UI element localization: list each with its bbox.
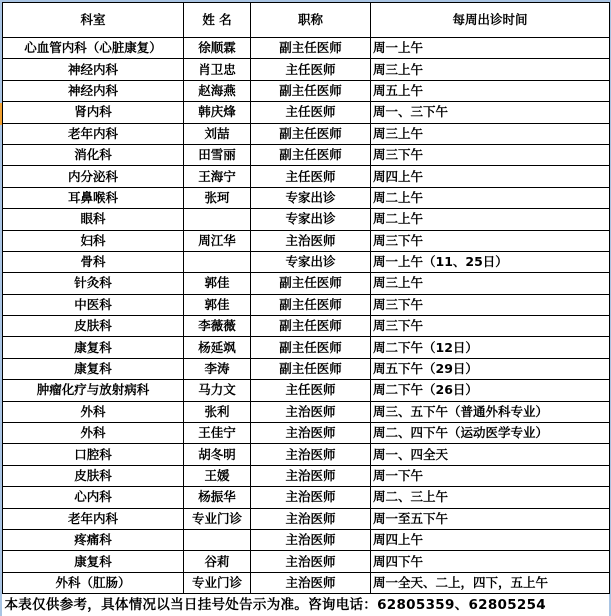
cell-department[interactable]: 心血管内科（心脏康复） <box>3 38 184 59</box>
cell-department[interactable]: 皮肤科 <box>3 316 184 337</box>
cell-doctor-name[interactable]: 马力文 <box>184 380 251 401</box>
cell-schedule[interactable]: 周五下午（29日） <box>371 358 610 379</box>
cell-department[interactable]: 妇科 <box>3 230 184 251</box>
table-row <box>3 508 610 529</box>
cell-doctor-name[interactable]: 王佳宁 <box>184 423 251 444</box>
table-row <box>3 209 610 230</box>
cell-schedule[interactable]: 周三上午 <box>371 273 610 294</box>
cell-title[interactable]: 主治医师 <box>251 444 371 465</box>
cell-department[interactable]: 骨科 <box>3 251 184 272</box>
header-schedule[interactable]: 每周出诊时间 <box>371 3 610 38</box>
cell-doctor-name[interactable]: 李薇薇 <box>184 316 251 337</box>
header-department[interactable]: 科室 <box>3 3 184 38</box>
cell-schedule[interactable]: 周三下午 <box>371 316 610 337</box>
cell-title[interactable]: 副主任医师 <box>251 358 371 379</box>
table-row <box>3 572 610 593</box>
cell-doctor-name[interactable]: 徐顺霖 <box>184 38 251 59</box>
cell-schedule[interactable]: 周五上午 <box>371 80 610 101</box>
table-row <box>3 380 610 401</box>
cell-schedule[interactable]: 周三下午 <box>371 230 610 251</box>
cell-doctor-name[interactable]: 专业门诊 <box>184 572 251 593</box>
cell-schedule[interactable]: 周四上午 <box>371 529 610 550</box>
cell-title[interactable]: 主治医师 <box>251 401 371 422</box>
cell-doctor-name[interactable]: 胡冬明 <box>184 444 251 465</box>
cell-department[interactable]: 心内科 <box>3 487 184 508</box>
cell-department[interactable]: 老年内科 <box>3 508 184 529</box>
table-row <box>3 294 610 315</box>
cell-schedule[interactable]: 周二、四下午（运动医学专业） <box>371 423 610 444</box>
cell-schedule[interactable]: 周四下午 <box>371 551 610 572</box>
cell-title[interactable]: 副主任医师 <box>251 273 371 294</box>
cell-department[interactable]: 针灸科 <box>3 273 184 294</box>
cell-title[interactable]: 副主任医师 <box>251 316 371 337</box>
cell-title[interactable]: 专家出诊 <box>251 187 371 208</box>
cell-doctor-name[interactable]: 郭佳 <box>184 294 251 315</box>
cell-department[interactable]: 外科 <box>3 401 184 422</box>
cell-title[interactable]: 主任医师 <box>251 380 371 401</box>
table-row <box>3 144 610 165</box>
cell-doctor-name[interactable]: 刘喆 <box>184 123 251 144</box>
cell-schedule[interactable]: 周一下午 <box>371 465 610 486</box>
cell-title[interactable]: 主任医师 <box>251 166 371 187</box>
cell-title[interactable]: 副主任医师 <box>251 337 371 358</box>
header-row <box>3 3 610 38</box>
cell-department[interactable]: 耳鼻喉科 <box>3 187 184 208</box>
cell-department[interactable]: 康复科 <box>3 358 184 379</box>
cell-title[interactable]: 专家出诊 <box>251 209 371 230</box>
cell-schedule[interactable]: 周三上午 <box>371 123 610 144</box>
cell-doctor-name[interactable]: 赵海燕 <box>184 80 251 101</box>
cell-title[interactable]: 副主任医师 <box>251 38 371 59</box>
cell-department[interactable]: 皮肤科 <box>3 465 184 486</box>
table-row <box>3 102 610 123</box>
cell-title[interactable]: 主治医师 <box>251 529 371 550</box>
cell-title[interactable]: 主治医师 <box>251 465 371 486</box>
cell-doctor-name[interactable] <box>184 251 251 272</box>
cell-schedule[interactable]: 周一、三下午 <box>371 102 610 123</box>
cell-doctor-name[interactable]: 田雪丽 <box>184 144 251 165</box>
cell-title[interactable]: 主任医师 <box>251 59 371 80</box>
cell-department[interactable]: 康复科 <box>3 337 184 358</box>
table-row <box>3 444 610 465</box>
cell-doctor-name[interactable]: 张珂 <box>184 187 251 208</box>
cell-schedule[interactable]: 周二下午（26日） <box>371 380 610 401</box>
cell-department[interactable]: 口腔科 <box>3 444 184 465</box>
table-row <box>3 423 610 444</box>
cell-title[interactable]: 主治医师 <box>251 508 371 529</box>
table-row <box>3 273 610 294</box>
table-row <box>3 38 610 59</box>
header-title[interactable]: 职称 <box>251 3 371 38</box>
cell-schedule[interactable]: 周一全天、二上，四下，五上午 <box>371 572 610 593</box>
cell-title[interactable]: 副主任医师 <box>251 144 371 165</box>
cell-department[interactable]: 眼科 <box>3 209 184 230</box>
cell-department[interactable]: 内分泌科 <box>3 166 184 187</box>
cell-doctor-name[interactable]: 杨延飒 <box>184 337 251 358</box>
cell-schedule[interactable]: 周三下午 <box>371 144 610 165</box>
cell-schedule[interactable]: 周三、五下午（普通外科专业） <box>371 401 610 422</box>
table-row <box>3 187 610 208</box>
table-row <box>3 316 610 337</box>
cell-doctor-name[interactable]: 韩庆烽 <box>184 102 251 123</box>
cell-schedule[interactable]: 周二上午 <box>371 187 610 208</box>
cell-doctor-name[interactable] <box>184 529 251 550</box>
cell-doctor-name[interactable]: 郭佳 <box>184 273 251 294</box>
cell-doctor-name[interactable]: 王媛 <box>184 465 251 486</box>
table-row <box>3 358 610 379</box>
cell-schedule[interactable]: 周二下午（12日） <box>371 337 610 358</box>
cell-title[interactable]: 副主任医师 <box>251 80 371 101</box>
cell-title[interactable]: 副主任医师 <box>251 294 371 315</box>
cell-title[interactable]: 主治医师 <box>251 551 371 572</box>
cell-doctor-name[interactable]: 肖卫忠 <box>184 59 251 80</box>
cell-department[interactable]: 外科（肛肠） <box>3 572 184 593</box>
table-row <box>3 529 610 550</box>
cell-schedule[interactable]: 周一至五下午 <box>371 508 610 529</box>
table-row <box>3 230 610 251</box>
cell-title[interactable]: 主任医师 <box>251 102 371 123</box>
cell-title[interactable]: 专家出诊 <box>251 251 371 272</box>
cell-title[interactable]: 副主任医师 <box>251 123 371 144</box>
table-row <box>3 251 610 272</box>
cell-department[interactable]: 康复科 <box>3 551 184 572</box>
cell-schedule[interactable]: 周四上午 <box>371 166 610 187</box>
cell-department[interactable]: 疼痛科 <box>3 529 184 550</box>
header-name[interactable]: 姓 名 <box>184 3 251 38</box>
cell-doctor-name[interactable]: 张利 <box>184 401 251 422</box>
clinic-schedule-table <box>2 2 610 615</box>
cell-doctor-name[interactable]: 杨振华 <box>184 487 251 508</box>
cell-doctor-name[interactable]: 谷莉 <box>184 551 251 572</box>
table-row <box>3 80 610 101</box>
cell-schedule[interactable]: 周一上午（11、25日） <box>371 251 610 272</box>
table-row <box>3 123 610 144</box>
cell-department[interactable]: 神经内科 <box>3 80 184 101</box>
cell-schedule[interactable]: 周二上午 <box>371 209 610 230</box>
footer-note[interactable]: 本表仅供参考，具体情况以当日挂号处告示为准。咨询电话：62805359、62805254 <box>3 594 610 616</box>
cell-doctor-name[interactable]: 周江华 <box>184 230 251 251</box>
cell-department[interactable]: 中医科 <box>3 294 184 315</box>
table-row <box>3 551 610 572</box>
cell-title[interactable]: 主治医师 <box>251 423 371 444</box>
cell-title[interactable]: 主治医师 <box>251 487 371 508</box>
cell-department[interactable]: 神经内科 <box>3 59 184 80</box>
cell-department[interactable]: 老年内科 <box>3 123 184 144</box>
cell-schedule[interactable]: 周一上午 <box>371 38 610 59</box>
cell-department[interactable]: 肿瘤化疗与放射病科 <box>3 380 184 401</box>
cell-department[interactable]: 消化科 <box>3 144 184 165</box>
cell-schedule[interactable]: 周二、三上午 <box>371 487 610 508</box>
table-row <box>3 59 610 80</box>
cell-schedule[interactable]: 周三上午 <box>371 59 610 80</box>
cell-doctor-name[interactable]: 专业门诊 <box>184 508 251 529</box>
cell-doctor-name[interactable] <box>184 209 251 230</box>
table-row <box>3 166 610 187</box>
table-row <box>3 465 610 486</box>
cell-doctor-name[interactable]: 王海宁 <box>184 166 251 187</box>
cell-department[interactable]: 外科 <box>3 423 184 444</box>
cell-title[interactable]: 主治医师 <box>251 572 371 593</box>
table-row <box>3 337 610 358</box>
cell-title[interactable]: 主治医师 <box>251 230 371 251</box>
table-row <box>3 401 610 422</box>
cell-doctor-name[interactable]: 李涛 <box>184 358 251 379</box>
cell-schedule[interactable]: 周三下午 <box>371 294 610 315</box>
cell-schedule[interactable]: 周一、四全天 <box>371 444 610 465</box>
cell-department[interactable]: 肾内科 <box>3 102 184 123</box>
footer-row <box>3 594 610 616</box>
table-row <box>3 487 610 508</box>
